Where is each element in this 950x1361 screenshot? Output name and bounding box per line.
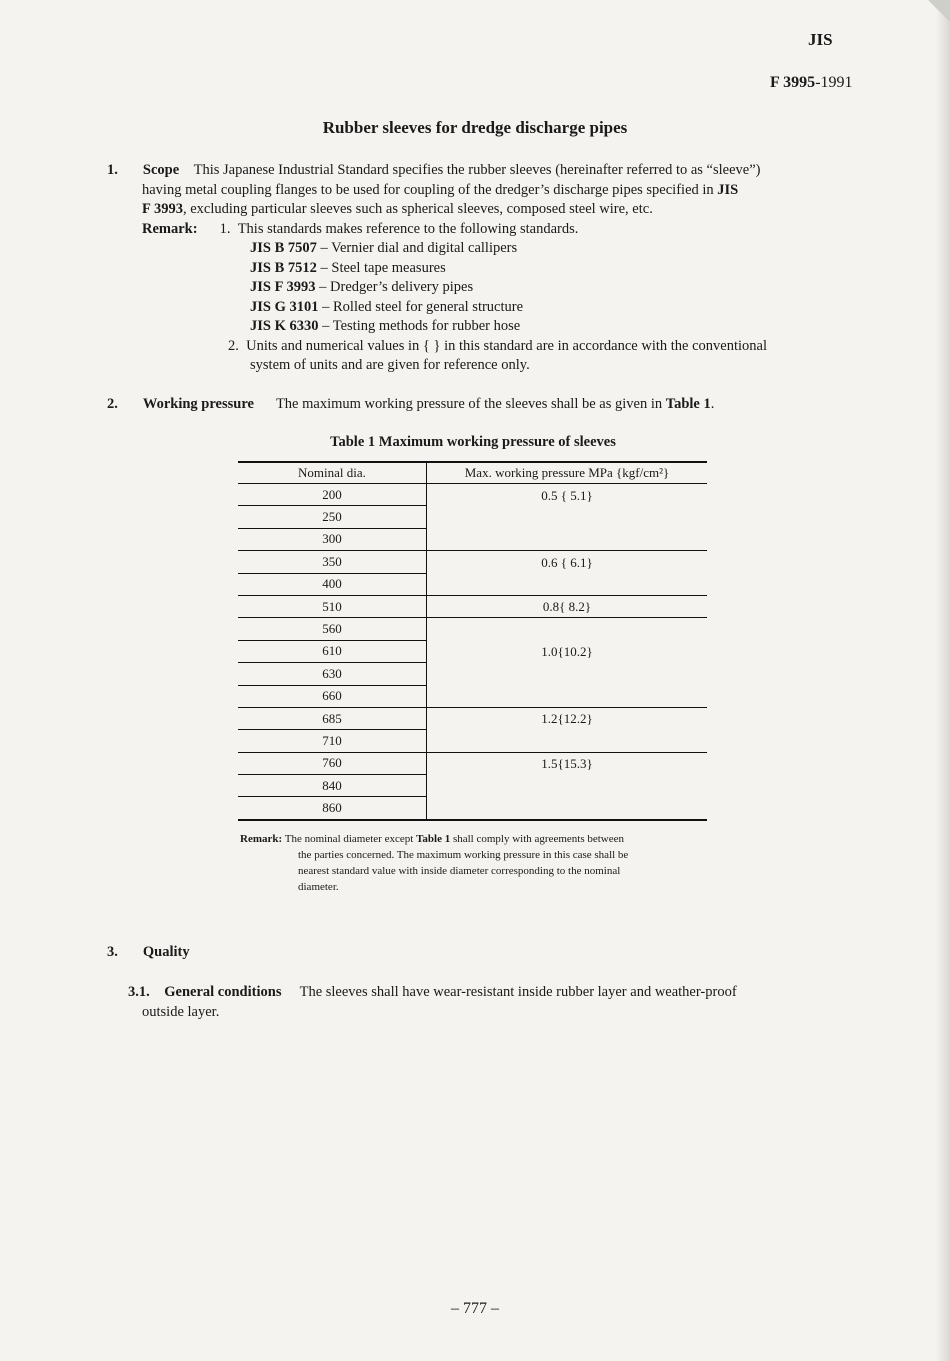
table-remark-line2: the parties concerned. The maximum working pressure in this case shall be — [298, 849, 629, 861]
table-remark-line1: The nominal diameter except — [284, 833, 414, 845]
table-header-row — [238, 462, 707, 484]
reference-code: JIS B 7507 — [250, 240, 317, 256]
cell-dia: 760 — [238, 752, 427, 774]
reference-item — [250, 239, 867, 259]
reference-title: – Dredger’s delivery pipes — [315, 279, 474, 295]
page-corner-fold — [928, 0, 950, 22]
header-standard-number — [770, 74, 853, 92]
table-remark-line4: diameter. — [298, 881, 339, 893]
cell-dia: 250 — [238, 506, 427, 528]
reference-list — [107, 239, 867, 337]
reference-item — [250, 278, 867, 298]
cell-dia: 840 — [238, 775, 427, 797]
scope-number: 1. — [107, 162, 118, 178]
cell-dia: 400 — [238, 573, 427, 595]
table-row — [238, 484, 707, 506]
table-remark — [240, 831, 730, 895]
scope-section — [107, 161, 867, 376]
scope-line2: having metal coupling flanges to be used for coupling of the dredger’s discharge pipes specified in — [142, 181, 714, 198]
header-jis: JIS — [808, 30, 833, 49]
std-year: -1991 — [815, 74, 853, 91]
page-title: Rubber sleeves for dredge discharge pipes — [322, 118, 628, 137]
remark1-text: This standards makes reference to the following standards. — [237, 220, 579, 237]
table-remark-label: Remark: — [240, 833, 283, 845]
cell-pressure: 1.5{15.3} — [427, 752, 708, 820]
table-row — [238, 752, 707, 774]
std-number: F 3995 — [770, 74, 816, 91]
reference-title: – Rolled steel for general structure — [318, 298, 524, 315]
table-row — [238, 707, 707, 729]
quality-heading-line — [107, 943, 190, 963]
page-edge-shadow — [936, 0, 950, 1361]
table-remark-line1-end: shall comply with agreements between — [452, 833, 625, 845]
table-row — [238, 551, 707, 573]
scope-line3: , excluding particular sleeves such as spherical sleeves, composed steel wire, etc. — [182, 201, 653, 217]
cell-dia: 660 — [238, 685, 427, 707]
cell-dia: 685 — [238, 707, 427, 729]
working-pressure-heading: Working pressure — [142, 396, 254, 412]
cell-dia: 630 — [238, 663, 427, 685]
cell-dia: 350 — [238, 551, 427, 573]
table-row — [238, 595, 707, 617]
cell-dia: 710 — [238, 730, 427, 752]
table-caption: Table 1 Maximum working pressure of sleeves — [330, 434, 616, 450]
table-row — [238, 618, 707, 640]
subsection-line2: outside layer. — [142, 1003, 220, 1020]
remark1-number: 1. — [219, 220, 231, 237]
working-pressure-number: 2. — [107, 396, 118, 412]
quality-number: 3. — [107, 944, 118, 960]
remark2-line2: system of units and are given for reference only. — [250, 357, 530, 373]
scope-heading: Scope — [142, 162, 180, 178]
cell-pressure: 1.0{10.2} — [427, 618, 708, 708]
table-remark-line3: nearest standard value with inside diameter corresponding to the nominal — [298, 865, 621, 877]
reference-code: JIS F 3993 — [250, 279, 316, 295]
col-nominal-dia: Nominal dia. — [238, 462, 427, 484]
scope-line3-bold: F 3993 — [142, 201, 183, 217]
subsection-number: 3.1. — [128, 984, 150, 1000]
remark2-number: 2. — [228, 337, 239, 354]
period: . — [710, 396, 715, 412]
reference-code: JIS G 3101 — [250, 298, 319, 315]
cell-pressure: 0.6 { 6.1} — [427, 551, 708, 596]
max-pressure-table — [238, 461, 707, 821]
quality-heading: Quality — [142, 944, 190, 960]
cell-dia: 510 — [238, 595, 427, 617]
reference-title: – Vernier dial and digital callipers — [316, 240, 518, 256]
working-pressure-section — [107, 395, 714, 415]
reference-item — [250, 298, 867, 318]
cell-dia: 300 — [238, 528, 427, 550]
cell-dia: 200 — [238, 484, 427, 506]
cell-pressure: 1.2{12.2} — [427, 707, 708, 752]
table-remark-bold: Table 1 — [416, 833, 451, 845]
working-pressure-text: The maximum working pressure of the sleeves shall be as given in — [275, 396, 663, 412]
reference-title: – Testing methods for rubber hose — [318, 318, 521, 334]
cell-pressure: 0.8{ 8.2} — [427, 595, 708, 617]
cell-dia: 610 — [238, 640, 427, 662]
reference-item — [250, 259, 867, 279]
reference-code: JIS K 6330 — [250, 318, 319, 334]
page-number: – 777 – — [451, 1300, 499, 1317]
subsection-heading: General conditions — [164, 984, 282, 1000]
remark2-line1: Units and numerical values in { } in this standard are in accordance with the conventional — [246, 337, 767, 354]
table-ref: Table 1 — [665, 396, 711, 412]
subsection-line1: The sleeves shall have wear-resistant inside rubber layer and weather-proof — [299, 984, 737, 1000]
reference-item — [250, 317, 867, 337]
reference-code: JIS B 7512 — [250, 259, 317, 276]
cell-dia: 560 — [238, 618, 427, 640]
cell-dia: 860 — [238, 797, 427, 820]
cell-pressure: 0.5 { 5.1} — [427, 484, 708, 551]
remark-label: Remark: — [142, 220, 198, 237]
scope-line1: This Japanese Industrial Standard specifies the rubber sleeves (hereinafter referred to as “sleeve”) — [193, 162, 761, 178]
col-max-pressure: Max. working pressure MPa {kgf/cm²} — [427, 462, 708, 484]
reference-title: – Steel tape measures — [316, 259, 446, 276]
general-conditions-section — [128, 983, 737, 1022]
scope-line2-bold: JIS — [717, 181, 739, 198]
